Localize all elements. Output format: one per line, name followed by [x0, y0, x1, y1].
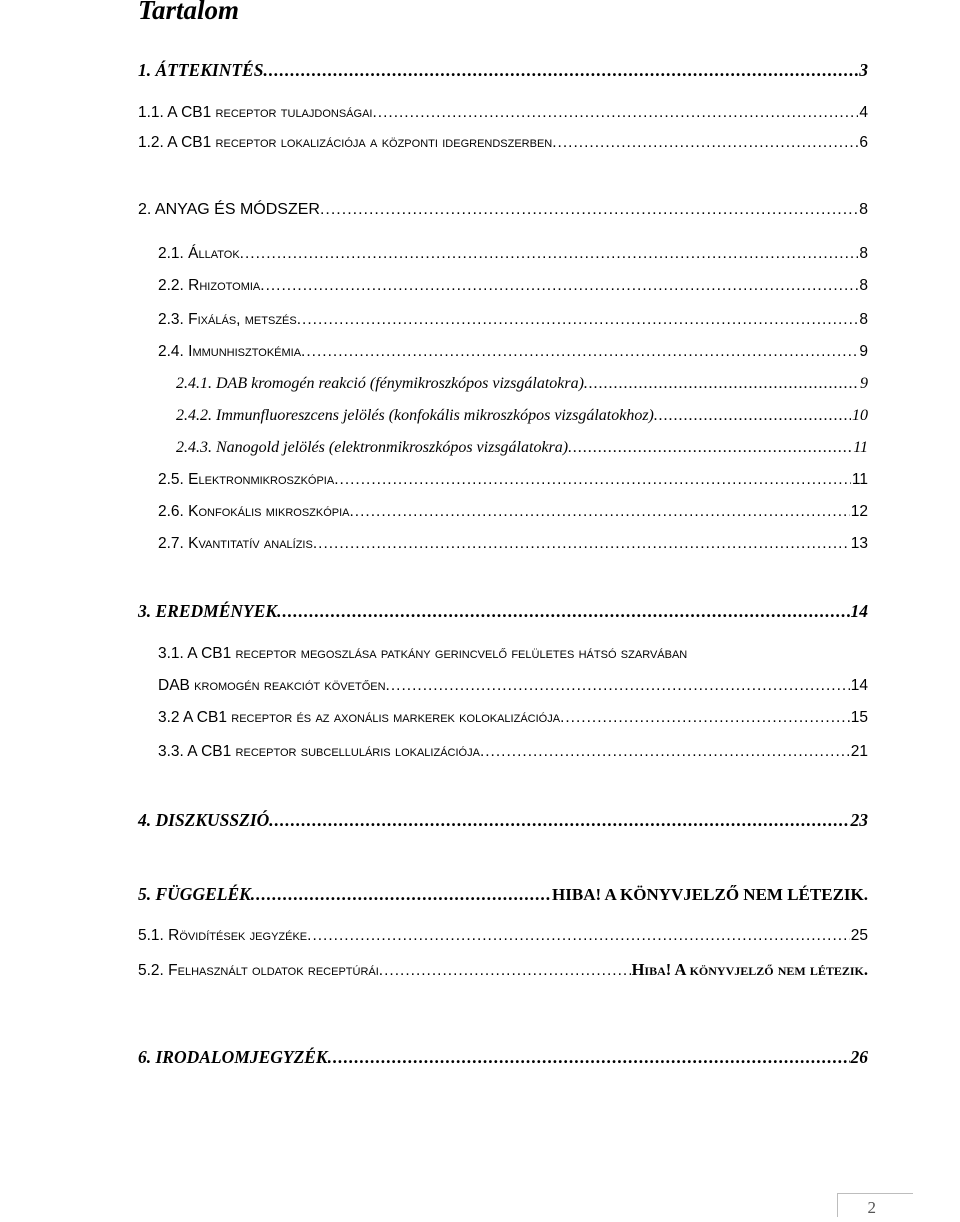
toc-entry-chapter[interactable]	[138, 884, 868, 908]
toc-entry-label: 1. ÁTTEKINTÉS	[138, 60, 264, 80]
toc-entry-label: 4. DISZKUSSZIÓ	[138, 810, 270, 830]
dot-leader	[560, 709, 850, 727]
toc-page-number: 12	[850, 503, 868, 520]
toc-entry-section[interactable]	[158, 503, 868, 527]
toc-page-number: 4	[859, 104, 868, 121]
toc-entry-section[interactable]	[138, 134, 868, 158]
dot-leader	[277, 601, 849, 622]
toc-entry-chapter[interactable]	[138, 601, 868, 625]
toc-entry-label: 5. FÜGGELÉK	[138, 884, 251, 904]
toc-entry-label: 5.1. Rövidítések jegyzéke	[138, 927, 308, 944]
toc-page-number: 26	[850, 1047, 868, 1067]
dot-leader	[307, 927, 850, 945]
toc-page-number: 8	[859, 277, 868, 294]
toc-page-number: 25	[850, 927, 868, 944]
toc-entry-label: 3. EREDMÉNYEK	[138, 601, 278, 621]
toc-page-number-error: HIBA! A KÖNYVJELZŐ NEM LÉTEZIK.	[552, 885, 868, 904]
toc-entry-section[interactable]	[138, 104, 868, 128]
dot-leader	[584, 375, 859, 393]
toc-entry-subsection[interactable]	[176, 407, 868, 431]
toc-entry-section[interactable]	[158, 245, 868, 269]
toc-entry-section[interactable]	[158, 535, 868, 559]
dot-leader	[386, 677, 850, 695]
toc-page-number: 8	[859, 201, 868, 218]
toc-page-number: 21	[850, 743, 868, 760]
dot-leader	[297, 311, 859, 329]
toc-entry-section[interactable]	[138, 960, 868, 984]
dot-leader	[350, 503, 850, 521]
dot-leader	[240, 245, 859, 263]
toc-page-number: 8	[859, 311, 868, 328]
toc-entry-label-continued: DAB kromogén reakciót követően	[158, 677, 386, 694]
toc-entry-section[interactable]	[158, 471, 868, 495]
page-number: 2	[867, 1198, 876, 1217]
dot-leader	[372, 104, 858, 122]
toc-entry-label: 6. IRODALOMJEGYZÉK	[138, 1047, 328, 1067]
toc-page-number: 3	[859, 60, 868, 80]
dot-leader	[301, 343, 858, 361]
toc-entry-chapter[interactable]	[138, 201, 868, 225]
toc-page-number-error: Hiba! A könyvjelző nem létezik.	[631, 960, 868, 979]
toc-page-number: 14	[850, 601, 868, 621]
toc-entry-label: 3.1. A CB1 receptor megoszlása patkány gerincvelő felületes hátsó szarvában	[158, 645, 688, 662]
dot-leader	[552, 134, 858, 152]
toc-page-number: 10	[852, 407, 868, 424]
toc-entry-label: 2.4.3. Nanogold jelölés (elektronmikroszkópos vizsgálatokra)	[176, 439, 569, 456]
dot-leader	[568, 439, 852, 457]
dot-leader	[334, 471, 851, 489]
toc-entry-section[interactable]	[138, 927, 868, 951]
page-title: Tartalom	[138, 0, 240, 25]
toc-entry-label: 2.7. Kvantitatív analízis	[158, 535, 313, 552]
toc-page-number: 9	[860, 375, 868, 392]
toc-entry-section[interactable]	[158, 343, 868, 367]
toc-page-number: 11	[853, 439, 868, 456]
dot-leader	[260, 277, 858, 295]
dot-leader	[328, 1047, 850, 1068]
toc-entry-label: 2.4.1. DAB kromogén reakció (fénymikroszkópos vizsgálatokra)	[176, 375, 584, 392]
toc-entry-label: 5.2. Felhasznált oldatok receptúrái	[138, 962, 379, 979]
toc-entry-label: 2.2. Rhizotomia	[158, 277, 261, 294]
toc-entry-section[interactable]	[158, 743, 868, 767]
dot-leader	[379, 962, 631, 980]
dot-leader	[654, 407, 851, 425]
dot-leader	[320, 201, 858, 219]
dot-leader	[313, 535, 850, 553]
toc-entry-section[interactable]	[158, 277, 868, 301]
page-number-footer	[837, 1193, 913, 1217]
toc-entry-label: 3.3. A CB1 receptor subcelluláris lokalizációja	[158, 743, 480, 760]
toc-entry-chapter[interactable]	[138, 60, 868, 84]
toc-entry-section[interactable]	[158, 709, 868, 733]
toc-entry-label: 3.2 A CB1 receptor és az axonális markerek kolokalizációja	[158, 709, 561, 726]
toc-entry-label: 2.3. Fixálás, metszés	[158, 311, 297, 328]
toc-entry-label: 2.5. Elektronmikroszkópia	[158, 471, 335, 488]
dot-leader	[480, 743, 850, 761]
toc-page-number: 15	[850, 709, 868, 726]
toc-entry-label: 1.2. A CB1 receptor lokalizációja a központi idegrendszerben	[138, 134, 553, 151]
toc-entry-section-continued[interactable]	[158, 677, 868, 701]
toc-entry-section[interactable]	[158, 645, 868, 669]
toc-entry-label: 2.4.2. Immunfluoreszcens jelölés (konfokális mikroszkópos vizsgálatokhoz)	[176, 407, 654, 424]
toc-entry-label: 2. ANYAG ÉS MÓDSZER	[138, 201, 320, 218]
dot-leader	[251, 884, 551, 905]
toc-page-number: 6	[859, 134, 868, 151]
toc-entry-label: 2.6. Konfokális mikroszkópia	[158, 503, 350, 520]
toc-entry-subsection[interactable]	[176, 375, 868, 399]
dot-leader	[263, 60, 858, 81]
toc-entry-label: 1.1. A CB1 receptor tulajdonságai	[138, 104, 373, 121]
toc-page-number: 8	[859, 245, 868, 262]
toc-page-number: 13	[850, 535, 868, 552]
toc-entry-subsection[interactable]	[176, 439, 868, 463]
dot-leader	[269, 810, 849, 831]
toc-entry-chapter[interactable]	[138, 810, 868, 834]
toc-entry-label: 2.4. Immunhisztokémia	[158, 343, 302, 360]
toc-page-number: 23	[850, 810, 868, 830]
toc-entry-label: 2.1. Állatok	[158, 245, 240, 262]
toc-entry-section[interactable]	[158, 311, 868, 335]
toc-page-number: 14	[850, 677, 868, 694]
toc-entry-chapter[interactable]	[138, 1047, 868, 1071]
toc-page-number: 9	[859, 343, 868, 360]
toc-page-number: 11	[851, 471, 868, 488]
